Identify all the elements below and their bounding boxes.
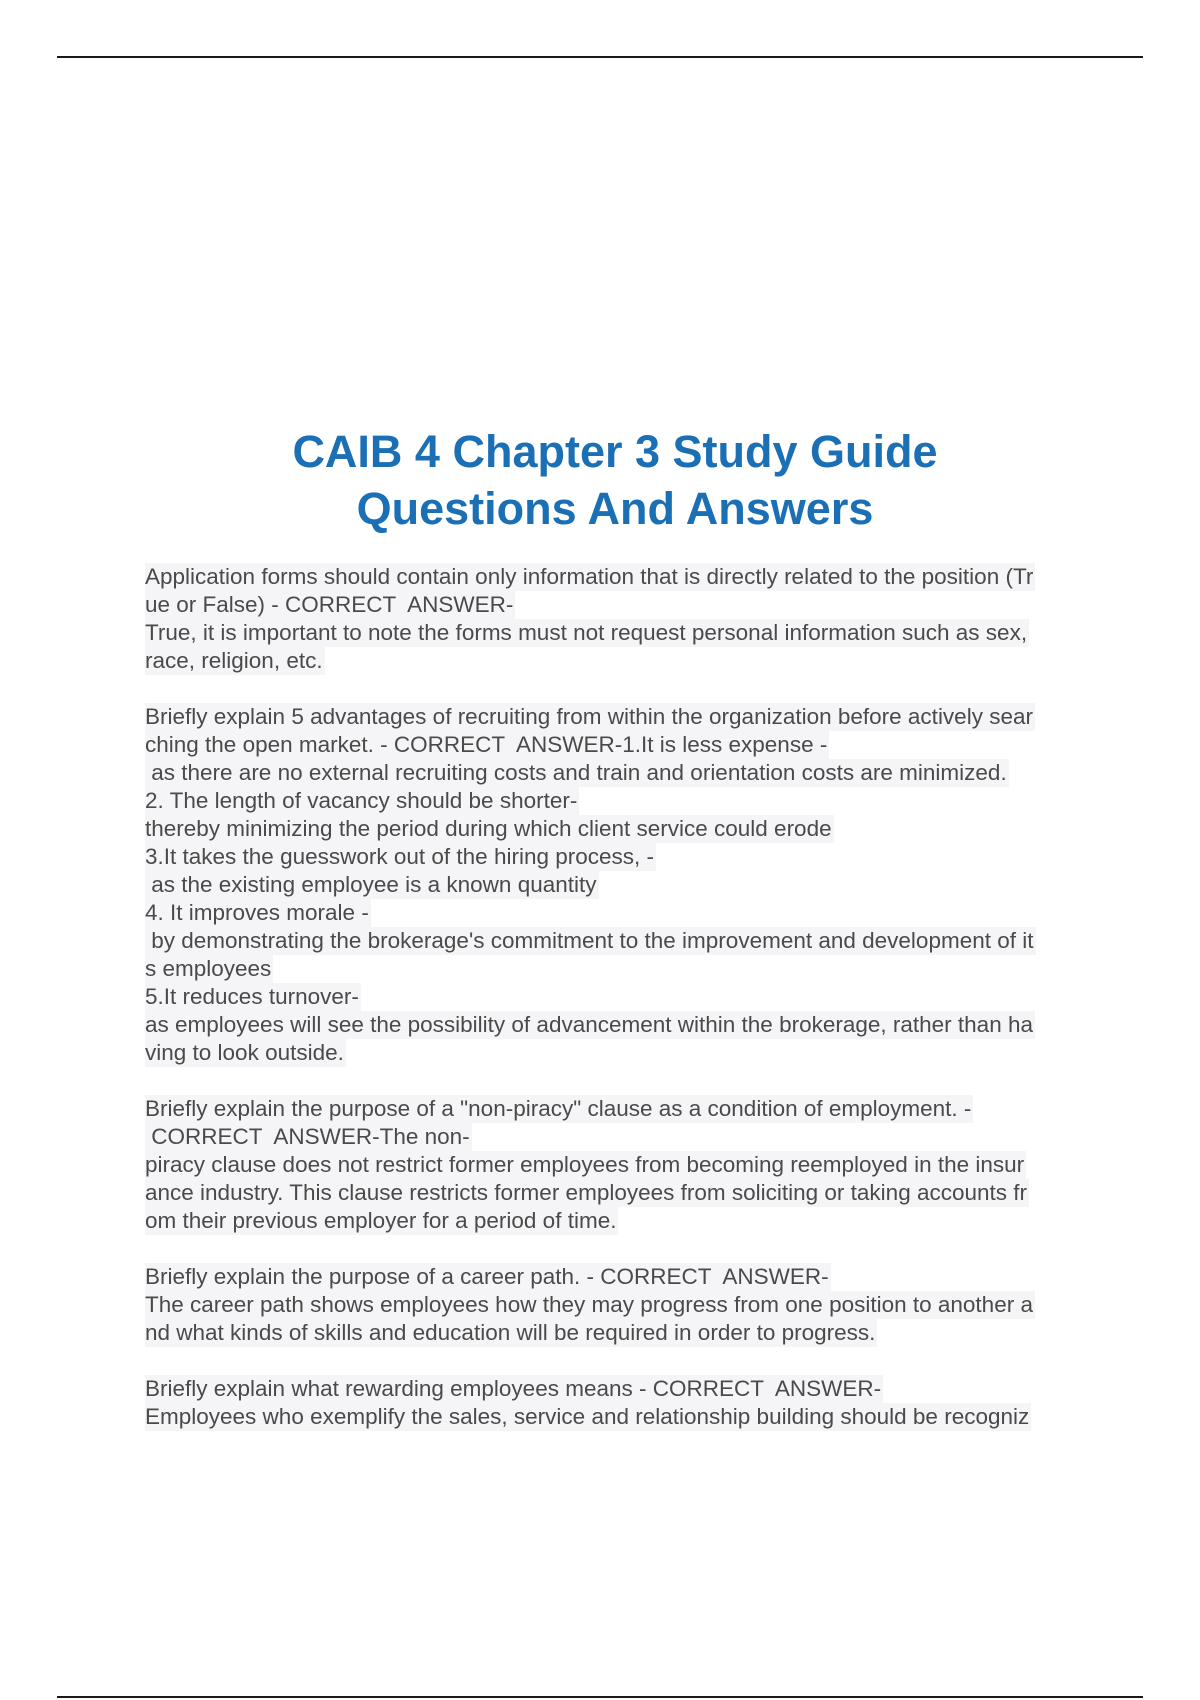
qa-line: 2. The length of vacancy should be shorter- <box>145 788 578 813</box>
qa-line: ching the open market. - CORRECT ANSWER-1.It is less expense - <box>145 732 828 757</box>
qa-line: CORRECT ANSWER-The non- <box>145 1124 470 1149</box>
qa-block <box>145 563 1085 675</box>
qa-content <box>145 563 1085 1431</box>
qa-line: Briefly explain 5 advantages of recruiting from within the organization before actively sear <box>145 704 1033 729</box>
page-title <box>0 423 1200 537</box>
qa-line: Employees who exemplify the sales, service and relationship building should be recogniz <box>145 1404 1030 1429</box>
qa-line: s employees <box>145 956 272 981</box>
qa-block <box>145 703 1085 1067</box>
qa-line: as there are no external recruiting costs and train and orientation costs are minimized. <box>145 760 1007 785</box>
qa-line: om their previous employer for a period of time. <box>145 1208 617 1233</box>
qa-line: 3.It takes the guesswork out of the hiring process, - <box>145 844 655 869</box>
qa-line: nd what kinds of skills and education will be required in order to progress. <box>145 1320 876 1345</box>
qa-line: Briefly explain what rewarding employees means - CORRECT ANSWER- <box>145 1376 882 1401</box>
block-spacer <box>145 675 1085 703</box>
qa-line: 5.It reduces turnover- <box>145 984 359 1009</box>
qa-line: as employees will see the possibility of advancement within the brokerage, rather than ha <box>145 1012 1033 1037</box>
qa-line: Briefly explain the purpose of a "non-piracy" clause as a condition of employment. - <box>145 1096 972 1121</box>
header-rule <box>57 56 1143 58</box>
qa-line: thereby minimizing the period during which client service could erode <box>145 816 832 841</box>
qa-block <box>145 1095 1085 1235</box>
qa-line: True, it is important to note the forms must not request personal information such as sex, <box>145 620 1028 645</box>
block-spacer <box>145 1067 1085 1095</box>
qa-line: The career path shows employees how they may progress from one position to another a <box>145 1292 1033 1317</box>
qa-line: Briefly explain the purpose of a career path. - CORRECT ANSWER- <box>145 1264 829 1289</box>
qa-line: as the existing employee is a known quantity <box>145 872 597 897</box>
title-line-1: CAIB 4 Chapter 3 Study Guide <box>292 426 938 478</box>
block-spacer <box>145 1347 1085 1375</box>
qa-line: ving to look outside. <box>145 1040 344 1065</box>
block-spacer <box>145 1235 1085 1263</box>
qa-line: Application forms should contain only information that is directly related to the position (Tr <box>145 564 1034 589</box>
qa-line: by demonstrating the brokerage's commitment to the improvement and development of it <box>145 928 1034 953</box>
footer-rule <box>57 1696 1143 1698</box>
qa-line: ue or False) - CORRECT ANSWER- <box>145 592 514 617</box>
qa-block <box>145 1263 1085 1347</box>
title-line-2: Questions And Answers <box>356 483 874 535</box>
qa-block <box>145 1375 1085 1431</box>
qa-line: 4. It improves morale - <box>145 900 369 925</box>
qa-line: race, religion, etc. <box>145 648 323 673</box>
qa-line: piracy clause does not restrict former employees from becoming reemployed in the insur <box>145 1152 1025 1177</box>
qa-line: ance industry. This clause restricts former employees from soliciting or taking accounts fr <box>145 1180 1028 1205</box>
